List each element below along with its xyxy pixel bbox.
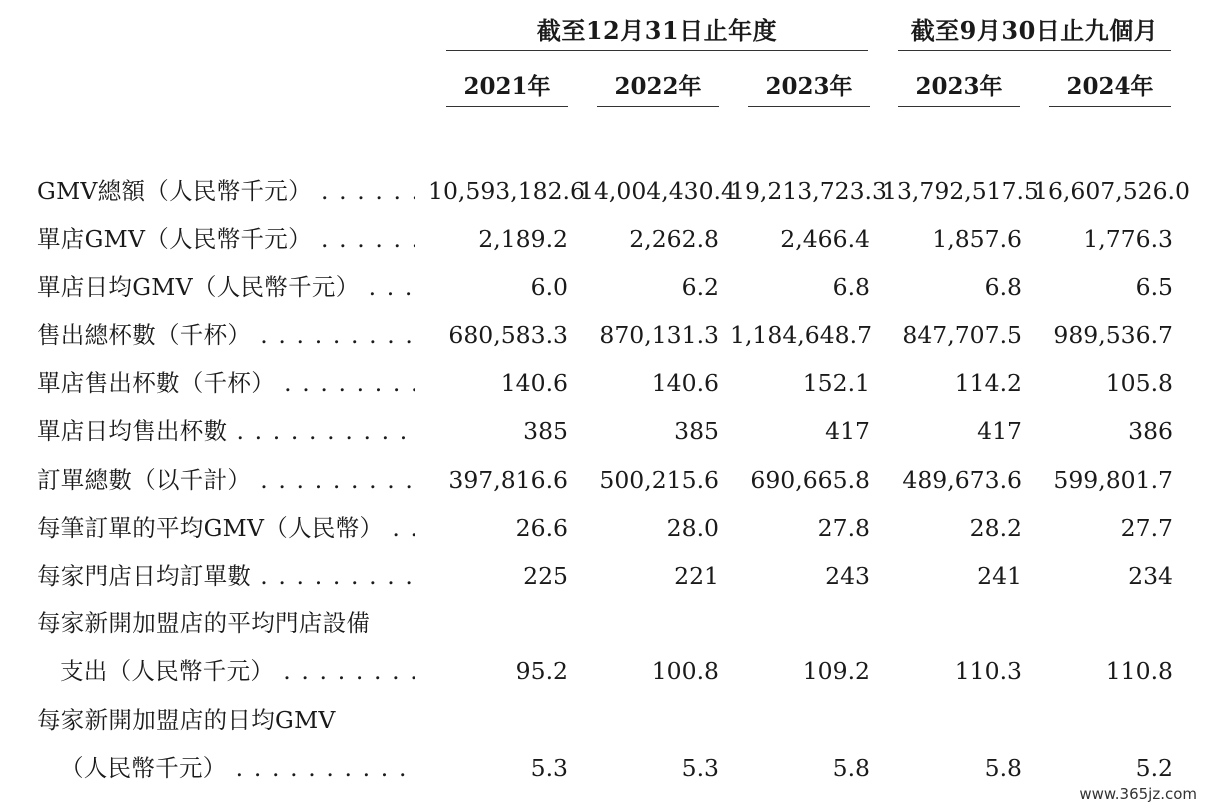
cell-2023-9m: 489,673.6 <box>902 466 1022 494</box>
header-group-nine-months-rule <box>898 50 1171 51</box>
row-label: （人民幣千元） . . . <box>60 750 415 786</box>
cell-2022: 221 <box>674 562 719 590</box>
cell-2021: 26.6 <box>515 514 568 542</box>
cell-2024-9m: 599,801.7 <box>1053 466 1173 494</box>
cell-2024-9m: 989,536.7 <box>1053 321 1173 349</box>
year-header-5-rule <box>1049 106 1171 107</box>
cell-2023-9m: 417 <box>977 417 1022 445</box>
cell-2022: 870,131.3 <box>599 321 719 349</box>
header-group-fiscal-year: 截至12月31日止年度 <box>536 16 778 45</box>
cell-2022: 2,262.8 <box>629 225 719 253</box>
row-label: 訂單總數（以千計） . . . <box>37 462 415 498</box>
cell-2023: 27.8 <box>817 514 870 542</box>
row-label: 單店日均GMV（人民幣千元） . . . <box>37 269 415 305</box>
cell-2022: 500,215.6 <box>599 466 719 494</box>
table-row-equipment-expenditure <box>0 653 1209 689</box>
table-row-total-cups-sold <box>0 317 1209 353</box>
cell-2023-9m: 28.2 <box>969 514 1022 542</box>
year-header-3: 2023年 <box>765 73 853 100</box>
cell-2024-9m: 1,776.3 <box>1083 225 1173 253</box>
cell-2022: 385 <box>674 417 719 445</box>
cell-2023-9m: 110.3 <box>954 657 1022 685</box>
row-label: 單店GMV（人民幣千元） . . . <box>37 221 415 257</box>
cell-2021: 225 <box>523 562 568 590</box>
year-header-4: 2023年 <box>915 73 1003 100</box>
row-label: 單店售出杯數（千杯） . . . <box>37 365 415 401</box>
header-group-fiscal-year-rule <box>446 50 868 51</box>
cell-2023-9m: 1,857.6 <box>932 225 1022 253</box>
table-row-avg-gmv-per-order <box>0 510 1209 546</box>
table-row-new-store-gmv-heading <box>0 702 1209 738</box>
year-header-5: 2024年 <box>1066 73 1154 100</box>
cell-2022: 100.8 <box>651 657 719 685</box>
year-header-3-rule <box>748 106 870 107</box>
cell-2021: 2,189.2 <box>478 225 568 253</box>
cell-2023-9m: 6.8 <box>984 273 1022 301</box>
cell-2022: 140.6 <box>651 369 719 397</box>
cell-2024-9m: 5.2 <box>1135 754 1173 782</box>
table-row-gmv-total <box>0 173 1209 209</box>
cell-2023: 690,665.8 <box>750 466 870 494</box>
row-label: 售出總杯數（千杯） . . . <box>37 317 415 353</box>
cell-2023: 417 <box>825 417 870 445</box>
cell-2023: 19,213,723.3 <box>730 177 887 205</box>
year-header-4-rule <box>898 106 1020 107</box>
cell-2023: 1,184,648.7 <box>730 321 873 349</box>
cell-2021: 95.2 <box>515 657 568 685</box>
cell-2021: 10,593,182.6 <box>428 177 585 205</box>
cell-2021: 140.6 <box>500 369 568 397</box>
cell-2023-9m: 114.2 <box>954 369 1022 397</box>
row-label: 每家門店日均訂單數 . . . <box>37 558 415 594</box>
cell-2024-9m: 105.8 <box>1105 369 1173 397</box>
cell-2023: 6.8 <box>832 273 870 301</box>
row-label: 單店日均售出杯數 . . . <box>37 413 415 449</box>
year-header-1-rule <box>446 106 568 107</box>
cell-2022: 5.3 <box>681 754 719 782</box>
cell-2024-9m: 386 <box>1128 417 1173 445</box>
cell-2023: 152.1 <box>802 369 870 397</box>
cell-2021: 6.0 <box>530 273 568 301</box>
cell-2021: 397,816.6 <box>448 466 568 494</box>
cell-2023-9m: 847,707.5 <box>902 321 1022 349</box>
table-row-gmv-per-store <box>0 221 1209 257</box>
row-label: 每家新開加盟店的平均門店設備 <box>37 609 371 637</box>
row-label: 每筆訂單的平均GMV（人民幣） . . . <box>37 510 415 546</box>
cell-2022: 6.2 <box>681 273 719 301</box>
cell-2023-9m: 13,792,517.5 <box>882 177 1039 205</box>
row-label: GMV總額（人民幣千元） . . . <box>37 173 415 209</box>
table-row-equipment-heading <box>0 605 1209 641</box>
cell-2021: 385 <box>523 417 568 445</box>
row-label: 每家新開加盟店的日均GMV <box>37 706 336 734</box>
watermark-text: www.365jz.com <box>1075 783 1201 805</box>
header-group-nine-months: 截至9月30日止九個月 <box>910 16 1159 45</box>
cell-2023: 243 <box>825 562 870 590</box>
cell-2021: 680,583.3 <box>448 321 568 349</box>
row-label: 支出（人民幣千元） . . . <box>60 653 415 689</box>
cell-2023: 5.8 <box>832 754 870 782</box>
cell-2022: 28.0 <box>666 514 719 542</box>
table-row-daily-gmv-per-store <box>0 269 1209 305</box>
table-row-daily-cups-per-store <box>0 413 1209 449</box>
cell-2023-9m: 5.8 <box>984 754 1022 782</box>
year-header-2: 2022年 <box>614 73 702 100</box>
year-header-1: 2021年 <box>463 73 551 100</box>
table-row-daily-orders-per-store <box>0 558 1209 594</box>
cell-2021: 5.3 <box>530 754 568 782</box>
year-header-2-rule <box>597 106 719 107</box>
table-row-new-store-daily-gmv <box>0 750 1209 786</box>
cell-2022: 14,004,430.4 <box>579 177 736 205</box>
table-row-total-orders <box>0 462 1209 498</box>
cell-2023-9m: 241 <box>977 562 1022 590</box>
cell-2024-9m: 27.7 <box>1120 514 1173 542</box>
cell-2023: 2,466.4 <box>780 225 870 253</box>
cell-2024-9m: 234 <box>1128 562 1173 590</box>
table-row-cups-per-store <box>0 365 1209 401</box>
cell-2024-9m: 110.8 <box>1105 657 1173 685</box>
cell-2024-9m: 6.5 <box>1135 273 1173 301</box>
cell-2024-9m: 16,607,526.0 <box>1033 177 1190 205</box>
cell-2023: 109.2 <box>802 657 870 685</box>
